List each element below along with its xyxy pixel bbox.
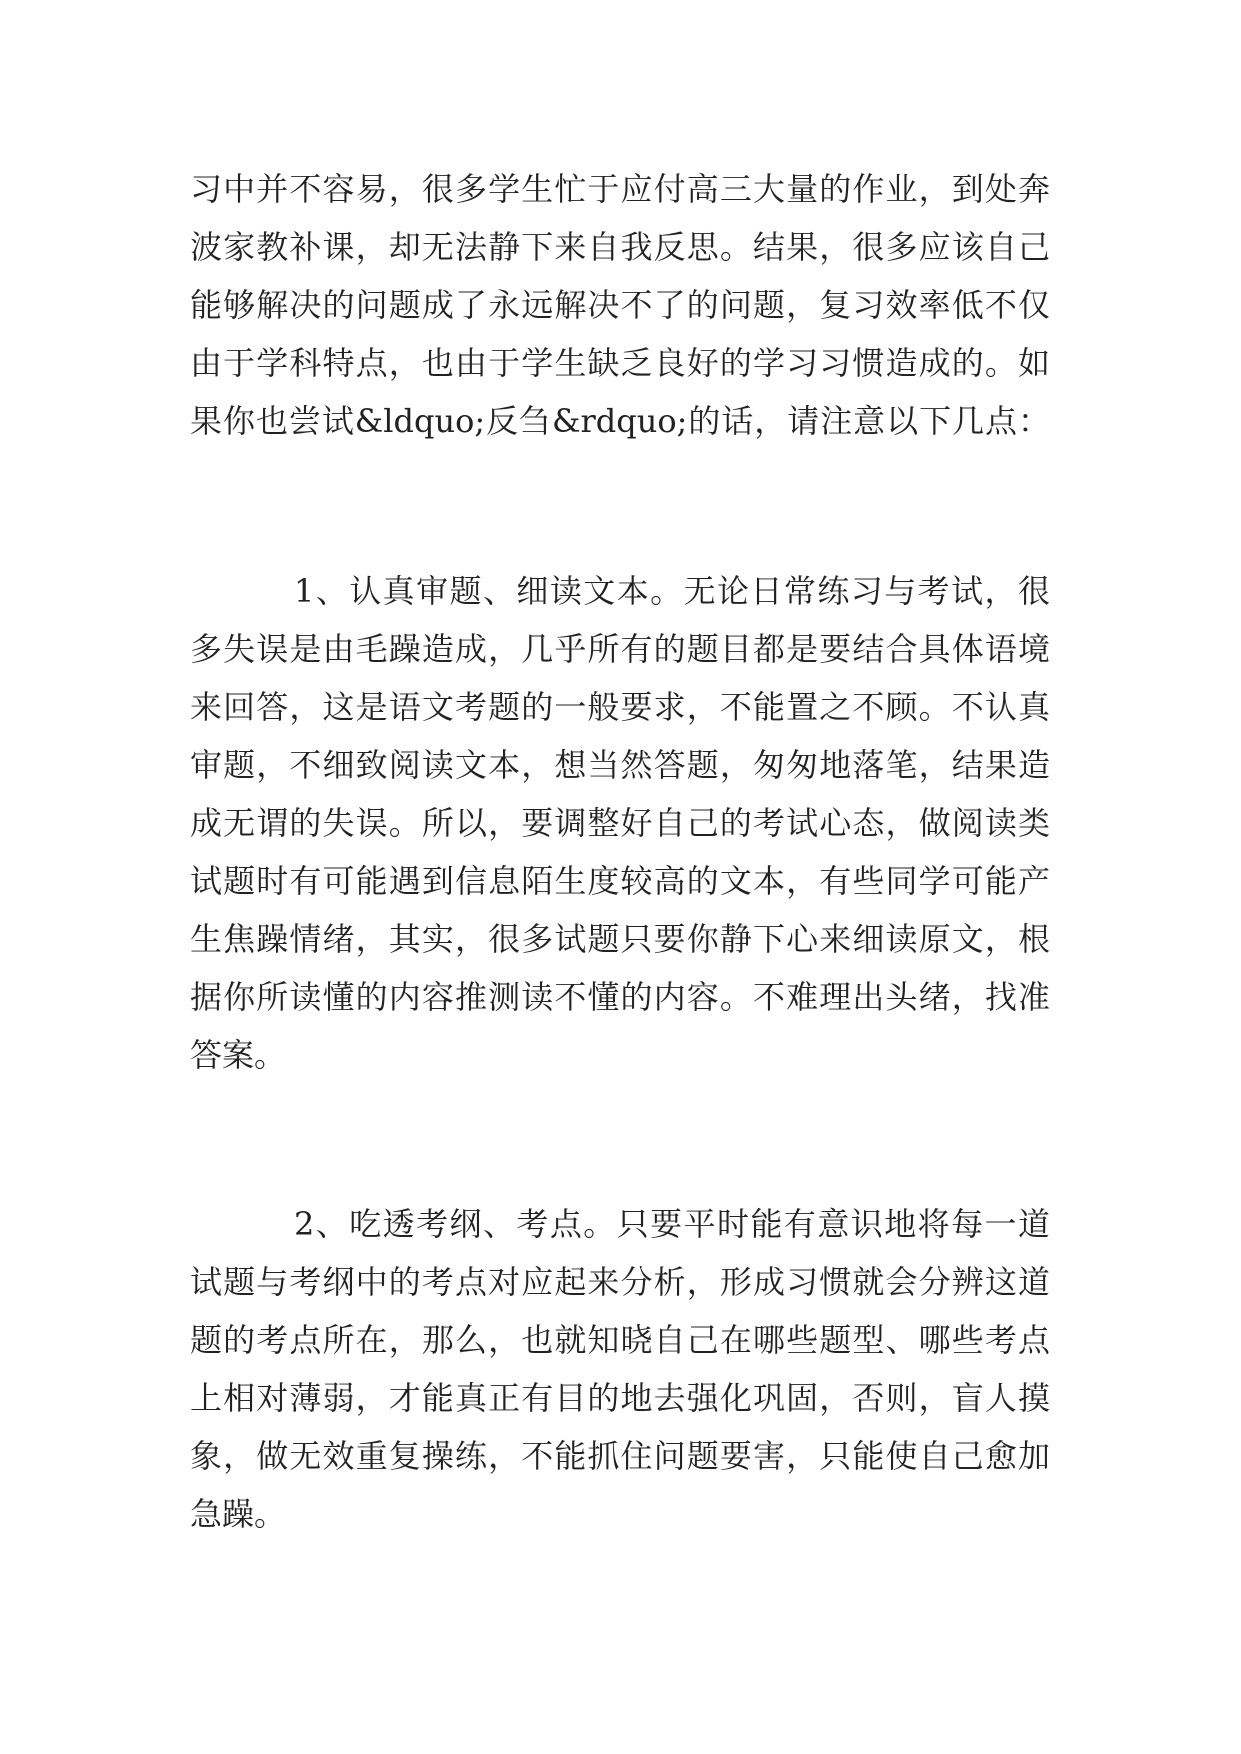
- paragraph-line: 来回答，这是语文考题的一般要求，不能置之不顾。不认真: [190, 688, 1050, 726]
- paragraph-line: 2、吃透考纲、考点。只要平时能有意识地将每一道: [294, 1205, 1050, 1243]
- paragraph-line: 试题与考纲中的考点对应起来分析，形成习惯就会分辨这道: [190, 1263, 1050, 1301]
- paragraph-line: 试题时有可能遇到信息陌生度较高的文本，有些同学可能产: [190, 862, 1050, 900]
- paragraph-line: 生焦躁情绪，其实，很多试题只要你静下心来细读原文，根: [190, 920, 1050, 958]
- paragraph-line: 审题，不细致阅读文本，想当然答题，匆匆地落笔，结果造: [190, 746, 1050, 784]
- paragraph-line: 果你也尝试&ldquo;反刍&rdquo;的话，请注意以下几点：: [190, 402, 1050, 440]
- paragraph-line: 急躁。: [190, 1495, 287, 1533]
- intro-paragraph: [190, 160, 1050, 450]
- point-2-paragraph: [190, 1195, 1050, 1543]
- paragraph-line: 由于学科特点，也由于学生缺乏良好的学习习惯造成的。如: [190, 344, 1050, 382]
- paragraph-line: 题的考点所在，那么，也就知晓自己在哪些题型、哪些考点: [190, 1321, 1050, 1359]
- paragraph-line: 答案。: [190, 1036, 287, 1074]
- point-1-paragraph: [190, 562, 1050, 1084]
- paragraph-line: 波家教补课，却无法静下来自我反思。结果，很多应该自己: [190, 228, 1050, 266]
- paragraph-line: 1、认真审题、细读文本。无论日常练习与考试，很: [294, 572, 1050, 610]
- paragraph-line: 多失误是由毛躁造成，几乎所有的题目都是要结合具体语境: [190, 630, 1050, 668]
- paragraph-line: 据你所读懂的内容推测读不懂的内容。不难理出头绪，找准: [190, 978, 1050, 1016]
- paragraph-line: 成无谓的失误。所以，要调整好自己的考试心态，做阅读类: [190, 804, 1050, 842]
- paragraph-line: 习中并不容易，很多学生忙于应付高三大量的作业，到处奔: [190, 170, 1050, 208]
- paragraph-line: 上相对薄弱，才能真正有目的地去强化巩固，否则，盲人摸: [190, 1379, 1050, 1417]
- paragraph-line: 象，做无效重复操练，不能抓住问题要害，只能使自己愈加: [190, 1437, 1050, 1475]
- paragraph-line: 能够解决的问题成了永远解决不了的问题，复习效率低不仅: [190, 286, 1050, 324]
